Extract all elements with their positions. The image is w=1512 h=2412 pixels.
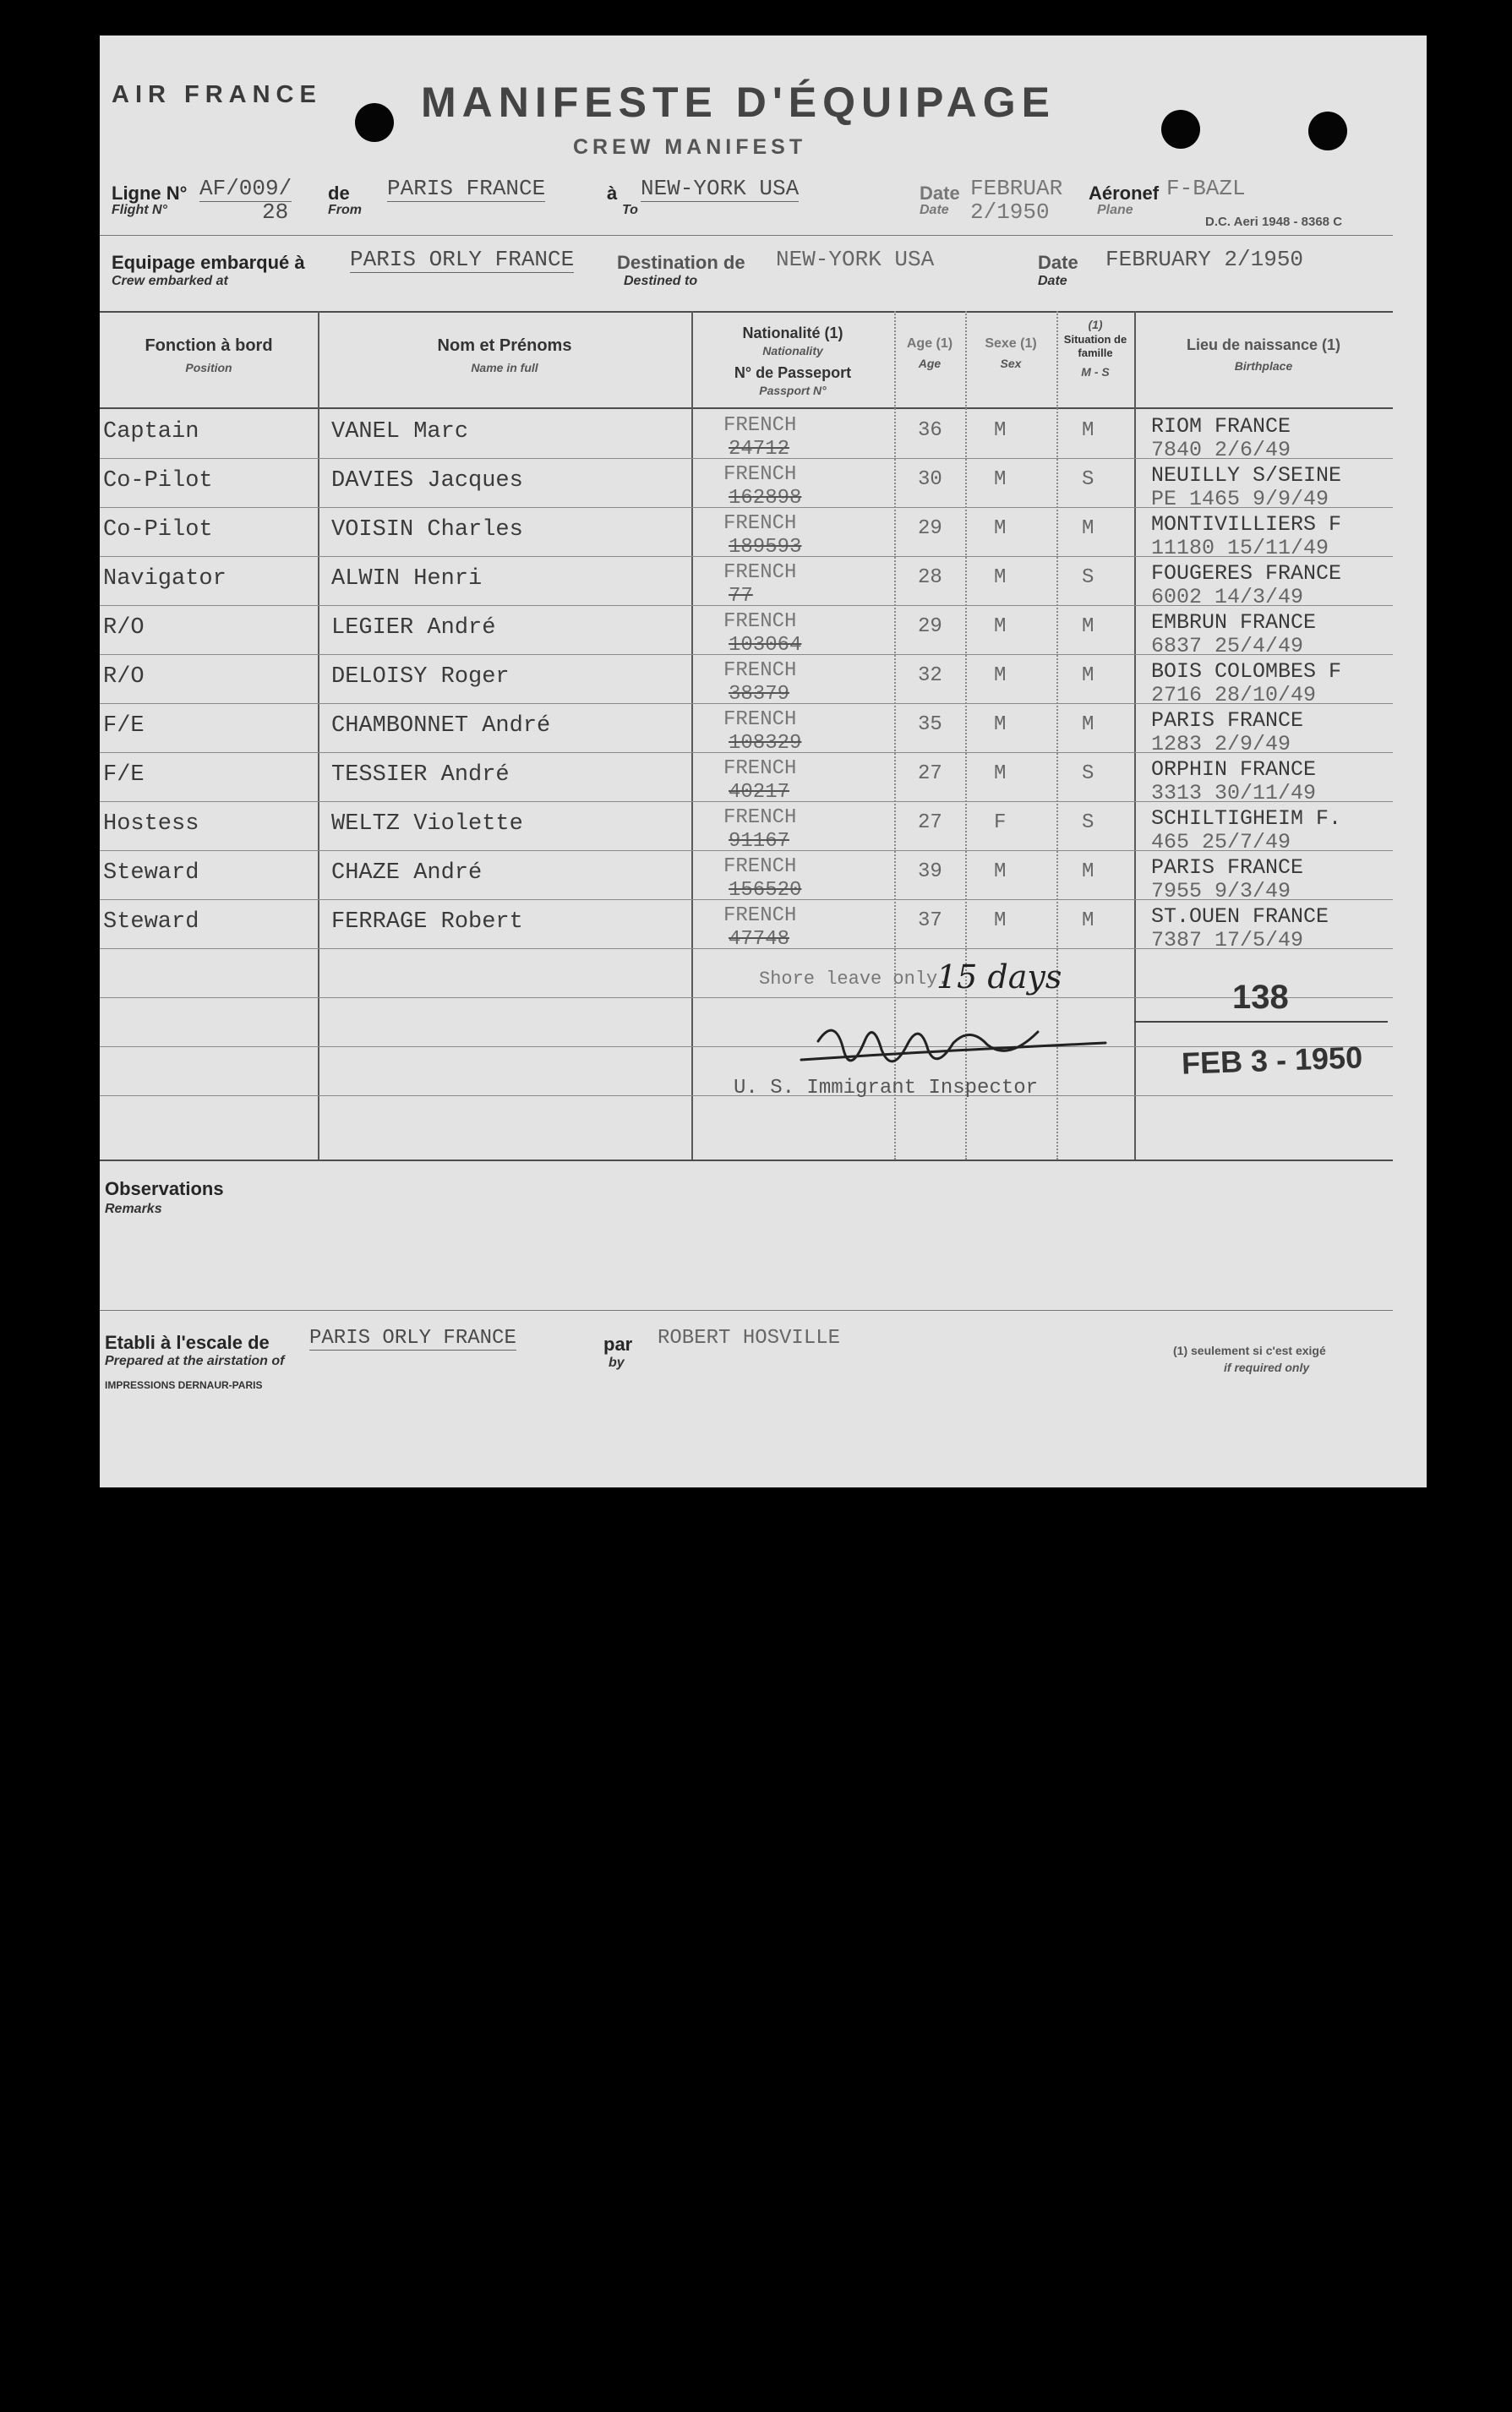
crew-nationality-cell: FRENCH (723, 414, 797, 437)
handwritten-days: 15 days (936, 958, 1062, 996)
crew-position-cell: Hostess (103, 811, 199, 837)
to-label: à (607, 183, 618, 204)
crew-name-cell: DELOISY Roger (331, 664, 510, 690)
crew-position-cell: Navigator (103, 566, 227, 592)
col-header-sex: Sexe (1) Sex (985, 336, 1037, 370)
crew-birthplace-cell: EMBRUN FRANCE (1151, 610, 1317, 635)
crew-name-cell: FERRAGE Robert (331, 909, 523, 935)
crew-passport-cell: 40217 (729, 781, 790, 804)
punch-hole-left (355, 103, 394, 142)
crew-birth-extra-cell: 465 25/7/49 (1151, 830, 1291, 854)
crew-nationality-cell: FRENCH (723, 757, 797, 780)
crew-nationality-cell: FRENCH (723, 463, 797, 486)
crew-name-cell: CHAZE André (331, 860, 483, 886)
crew-age-cell: 37 (918, 909, 942, 932)
flight-date: FEBRUAR (970, 176, 1063, 201)
crew-birth-extra-cell: 7955 9/3/49 (1151, 879, 1291, 903)
crew-position-cell: F/E (103, 762, 145, 788)
crew-birth-extra-cell: 1283 2/9/49 (1151, 732, 1291, 756)
stamp-date: FEB 3 - 1950 (1181, 1040, 1363, 1081)
crew-age-cell: 30 (918, 468, 942, 491)
date-label: Date (920, 183, 960, 204)
crew-age-cell: 29 (918, 517, 942, 540)
flight-number-2: 28 (262, 199, 289, 225)
crew-age-cell: 36 (918, 419, 942, 442)
footer-rule (100, 1310, 1393, 1311)
crew-age-cell: 27 (918, 762, 942, 785)
crew-sex-cell: M (994, 468, 1007, 491)
table-bottom-rule (100, 1160, 1393, 1161)
flight-to: NEW-YORK USA (641, 176, 800, 201)
col-divider-6 (1134, 311, 1136, 1160)
col-header-nationality: Nationalité (1) Nationality N° de Passeport Passport N° (734, 325, 852, 397)
embark-date-label: Date (1038, 252, 1078, 273)
crew-age-cell: 35 (918, 713, 942, 736)
crew-birth-extra-cell: 11180 15/11/49 (1151, 536, 1329, 560)
ligne-label: Ligne N° (112, 183, 188, 204)
embark-label: Equipage embarqué à (112, 252, 305, 273)
crew-position-cell: Captain (103, 419, 199, 445)
crew-birth-extra-cell: 6837 25/4/49 (1151, 634, 1304, 658)
crew-nationality-cell: FRENCH (723, 904, 797, 927)
crew-nationality-cell: FRENCH (723, 659, 797, 682)
crew-name-cell: TESSIER André (331, 762, 510, 788)
crew-birthplace-cell: ORPHIN FRANCE (1151, 757, 1317, 782)
crew-nationality-cell: FRENCH (723, 806, 797, 829)
crew-position-cell: F/E (103, 713, 145, 739)
col-header-age: Age (1) Age (906, 336, 953, 370)
crew-birthplace-cell: MONTIVILLIERS F (1151, 512, 1342, 537)
crew-passport-cell: 103064 (729, 634, 802, 657)
prepared-by-value: ROBERT HOSVILLE (658, 1327, 841, 1350)
crew-marital-cell: M (1082, 860, 1094, 883)
flight-date-2: 2/1950 (970, 199, 1050, 225)
crew-passport-cell: 38379 (729, 683, 790, 706)
crew-marital-cell: S (1082, 811, 1094, 834)
manifest-document (100, 35, 1427, 1487)
crew-passport-cell: 156520 (729, 879, 802, 902)
crew-marital-cell: S (1082, 468, 1094, 491)
destination-label-en: Destined to (624, 274, 698, 288)
manifest-title-fr: MANIFESTE D'ÉQUIPAGE (421, 79, 1056, 126)
crew-sex-cell: M (994, 517, 1007, 540)
col-header-marital: (1) Situation de famille M - S (1063, 318, 1127, 379)
crew-birth-extra-cell: 7840 2/6/49 (1151, 438, 1291, 462)
flight-label: Flight N° (112, 203, 167, 217)
crew-name-cell: WELTZ Violette (331, 811, 523, 837)
crew-nationality-cell: FRENCH (723, 855, 797, 878)
crew-birthplace-cell: FOUGERES FRANCE (1151, 561, 1342, 586)
punch-hole-right-1 (1161, 110, 1200, 149)
crew-nationality-cell: FRENCH (723, 610, 797, 633)
row-rule (100, 997, 1393, 998)
crew-birth-extra-cell: 2716 28/10/49 (1151, 683, 1317, 707)
par-label: par (603, 1334, 633, 1355)
crew-age-cell: 28 (918, 566, 942, 589)
crew-name-cell: VOISIN Charles (331, 517, 523, 543)
col-header-birthplace: Lieu de naissance (1) Birthplace (1186, 336, 1341, 373)
crew-sex-cell: M (994, 566, 1007, 589)
crew-sex-cell: M (994, 615, 1007, 638)
date-label-en: Date (920, 203, 949, 217)
crew-sex-cell: M (994, 909, 1007, 932)
plane-label: Plane (1097, 203, 1133, 217)
crew-birth-extra-cell: 6002 14/3/49 (1151, 585, 1304, 609)
crew-passport-cell: 91167 (729, 830, 790, 853)
crew-position-cell: Steward (103, 909, 199, 935)
crew-marital-cell: S (1082, 566, 1094, 589)
prepared-at-label: Etabli à l'escale de (105, 1332, 270, 1353)
manifest-title-en: CREW MANIFEST (573, 135, 807, 159)
crew-sex-cell: F (994, 811, 1007, 834)
crew-nationality-cell: FRENCH (723, 512, 797, 535)
flight-number: AF/009/ (199, 176, 292, 201)
remarks-label: Remarks (105, 1202, 162, 1216)
crew-passport-cell: 77 (729, 585, 753, 608)
crew-position-cell: Co-Pilot (103, 468, 213, 494)
table-top-rule (100, 311, 1393, 313)
stamp-number: 138 (1232, 979, 1289, 1016)
plane-value: F-BAZL (1166, 176, 1246, 201)
crew-passport-cell: 189593 (729, 536, 802, 559)
crew-name-cell: LEGIER André (331, 615, 496, 641)
crew-nationality-cell: FRENCH (723, 561, 797, 584)
crew-marital-cell: S (1082, 762, 1094, 785)
to-label-en: To (622, 203, 638, 217)
table-header-rule (100, 407, 1393, 409)
crew-position-cell: Co-Pilot (103, 517, 213, 543)
crew-position-cell: Steward (103, 860, 199, 886)
col-header-name: Nom et Prénoms Name in full (437, 336, 572, 374)
crew-marital-cell: M (1082, 664, 1094, 687)
punch-hole-right-2 (1308, 112, 1347, 150)
col-divider-1 (318, 311, 319, 1160)
header-rule (100, 235, 1393, 236)
crew-birth-extra-cell: 3313 30/11/49 (1151, 781, 1317, 805)
crew-birth-extra-cell: 7387 17/5/49 (1151, 928, 1304, 952)
crew-birthplace-cell: ST.OUEN FRANCE (1151, 904, 1329, 929)
col-header-position: Fonction à bord Position (145, 336, 273, 374)
crew-position-cell: R/O (103, 615, 145, 641)
observations-label: Observations (105, 1178, 224, 1199)
crew-birthplace-cell: SCHILTIGHEIM F. (1151, 806, 1342, 831)
crew-sex-cell: M (994, 419, 1007, 442)
crew-sex-cell: M (994, 762, 1007, 785)
from-label-en: From (328, 203, 362, 217)
crew-birthplace-cell: BOIS COLOMBES F (1151, 659, 1342, 684)
embark-date-label-en: Date (1038, 274, 1067, 288)
crew-passport-cell: 108329 (729, 732, 802, 755)
embark-location: PARIS ORLY FRANCE (350, 247, 575, 272)
crew-name-cell: ALWIN Henri (331, 566, 483, 592)
flight-from: PARIS FRANCE (387, 176, 546, 201)
crew-marital-cell: M (1082, 713, 1094, 736)
airline-name: AIR FRANCE (112, 81, 322, 108)
crew-marital-cell: M (1082, 419, 1094, 442)
inspector-label: U. S. Immigrant Inspector (734, 1077, 1039, 1100)
form-code: D.C. Aeri 1948 - 8368 C (1205, 215, 1343, 229)
crew-marital-cell: M (1082, 615, 1094, 638)
crew-sex-cell: M (994, 713, 1007, 736)
embark-label-en: Crew embarked at (112, 274, 228, 288)
destination-label: Destination de (617, 252, 745, 273)
stamp-rule (1134, 1021, 1388, 1023)
printer-credit: IMPRESSIONS DERNAUR-PARIS (105, 1379, 263, 1391)
crew-birth-extra-cell: PE 1465 9/9/49 (1151, 487, 1329, 511)
prepared-at-label-en: Prepared at the airstation of (105, 1354, 285, 1368)
crew-sex-cell: M (994, 860, 1007, 883)
crew-age-cell: 39 (918, 860, 942, 883)
shore-leave-note: Shore leave only. (759, 969, 949, 990)
crew-name-cell: VANEL Marc (331, 419, 469, 445)
crew-marital-cell: M (1082, 517, 1094, 540)
crew-passport-cell: 24712 (729, 438, 790, 461)
by-label: by (609, 1356, 625, 1370)
crew-birthplace-cell: PARIS FRANCE (1151, 855, 1304, 880)
crew-age-cell: 27 (918, 811, 942, 834)
prepared-at-value: PARIS ORLY FRANCE (309, 1327, 516, 1350)
embark-date: FEBRUARY 2/1950 (1105, 247, 1304, 272)
from-label: de (328, 183, 350, 204)
crew-position-cell: R/O (103, 664, 145, 690)
crew-age-cell: 29 (918, 615, 942, 638)
footnote-en: if required only (1224, 1361, 1310, 1374)
destination-value: NEW-YORK USA (776, 247, 935, 272)
crew-birthplace-cell: NEUILLY S/SEINE (1151, 463, 1342, 488)
crew-marital-cell: M (1082, 909, 1094, 932)
footnote-fr: (1) seulement si c'est exigé (1173, 1344, 1326, 1357)
crew-nationality-cell: FRENCH (723, 708, 797, 731)
crew-name-cell: CHAMBONNET André (331, 713, 551, 739)
col-divider-2 (691, 311, 693, 1160)
crew-passport-cell: 47748 (729, 928, 790, 951)
crew-birthplace-cell: RIOM FRANCE (1151, 414, 1291, 439)
crew-sex-cell: M (994, 664, 1007, 687)
crew-birthplace-cell: PARIS FRANCE (1151, 708, 1304, 733)
crew-name-cell: DAVIES Jacques (331, 468, 523, 494)
crew-passport-cell: 162898 (729, 487, 802, 510)
aeronef-label: Aéronef (1089, 183, 1160, 204)
inspector-signature (793, 1007, 1114, 1083)
crew-age-cell: 32 (918, 664, 942, 687)
